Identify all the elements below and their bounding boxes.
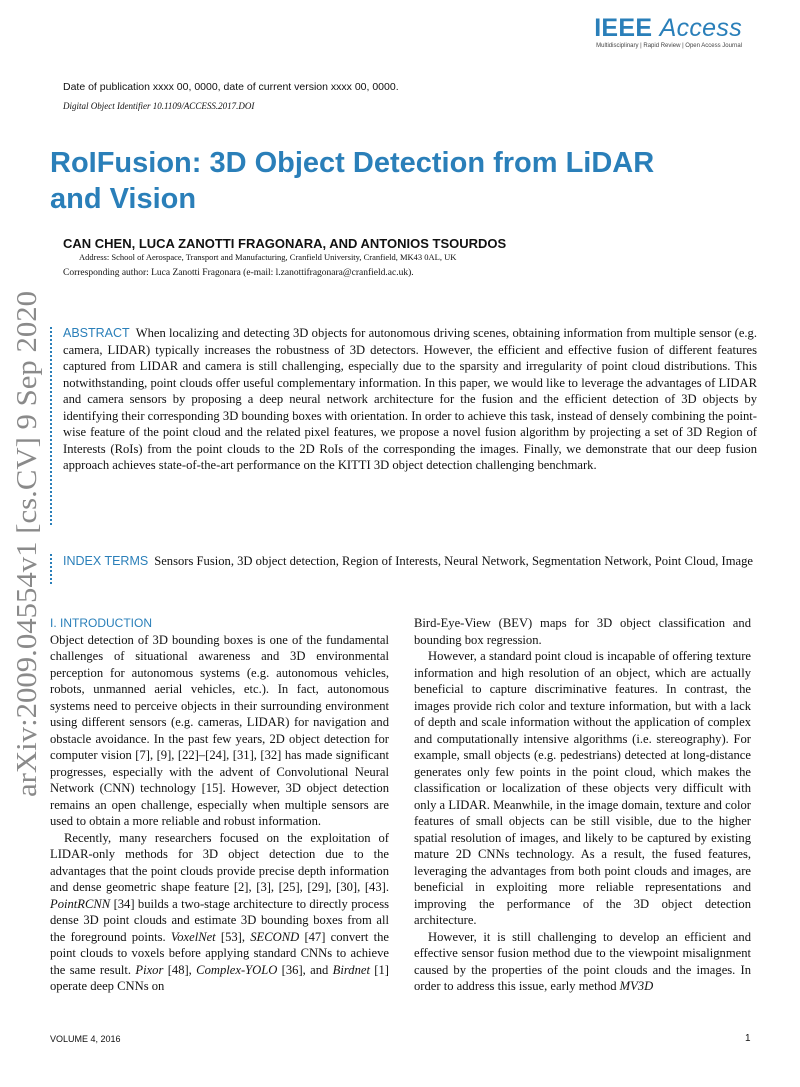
corresponding-author: Corresponding author: Luca Zanotti Fragonara (e-mail: l.zanottifragonara@cranfield.ac.uk). xyxy=(63,268,414,278)
intro-paragraph-5 xyxy=(414,929,751,995)
index-terms-label: INDEX TERMS xyxy=(63,554,149,568)
logo-tagline: Multidisciplinary | Rapid Review | Open Access Journal xyxy=(596,43,742,49)
intro-p2-text-e: [48], xyxy=(163,962,197,977)
abstract xyxy=(63,325,757,474)
intro-p2-text-g: [1] operate deep CNNs on xyxy=(50,962,389,993)
method-pointrcnn: PointRCNN xyxy=(50,896,111,911)
footer-page-number: 1 xyxy=(745,1033,751,1044)
intro-p2-text-d: [47] convert the point clouds to voxels before applying standard CNNs to achieve the same result. xyxy=(50,929,389,977)
abstract-dots xyxy=(48,327,54,527)
publication-date: Date of publication xxxx 00, 0000, date of current version xxxx 00, 0000. xyxy=(63,81,399,93)
intro-p5-text-a: However, it is still challenging to develop an efficient and effective sensor fusion method due to the viewpoint misalignment caused by the properties of the point clouds and the images. In order to address this issue, early method xyxy=(414,929,751,993)
intro-p2-text-a: Recently, many researchers focused on the exploitation of LIDAR-only methods for 3D object detection due to the advantages that the point clouds provide precise depth information and dense geometric shape feature [2], [3], [25], [29], [30], [43]. xyxy=(50,830,389,894)
index-terms-dots xyxy=(48,554,54,586)
logo-product: Access xyxy=(659,14,742,42)
intro-p2-text-f: [36], and xyxy=(277,962,333,977)
method-birdnet: Birdnet xyxy=(332,962,370,977)
abstract-text: When localizing and detecting 3D objects for autonomous driving scenes, obtaining information from multiple sensor (e.g. camera, LIDAR) typically increases the robustness of 3D detectors. However, the efficient and effective fusion of different features captured from LIDAR and camera is still challenging, especially due to the sparsity and irregularity of point cloud distributions. This notwithstanding, point clouds offer useful complementary information. In this paper, we would like to leverage the advantages of LIDAR and camera sensors by proposing a deep neural network architecture for the fusion and the efficient detection of 3D objects by identifying their corresponding 3D bounding boxes with orientation. In order to achieve this task, instead of densely combining the point-wise feature of the point cloud and the related pixel features, we propose a novel fusion algorithm by projecting a set of 3D Region of Interests (RoIs) from the point clouds to the 2D RoIs of the corresponding the images. Finally, we demonstrate that our deep fusion approach achieves state-of-the-art performance on the KITTI 3D object detection challenging benchmark. xyxy=(63,326,757,472)
index-terms xyxy=(63,553,757,570)
arxiv-stamp-svg xyxy=(8,289,44,799)
journal-logo xyxy=(594,14,742,49)
paper-title: RoIFusion: 3D Object Detection from LiDAR and Vision xyxy=(50,147,655,215)
method-voxelnet: VoxelNet xyxy=(170,929,216,944)
method-mv3d: MV3D xyxy=(619,979,654,993)
method-complex-yolo: Complex-YOLO xyxy=(196,962,278,977)
intro-paragraph-2 xyxy=(50,830,389,995)
intro-p2-text-c: [53], xyxy=(215,929,251,944)
right-column xyxy=(414,615,751,995)
method-second: SECOND xyxy=(250,929,300,944)
intro-paragraph-4: However, a standard point cloud is incapable of offering texture information and high resolution of an object, which are actually beneficial to capture discriminative features. In contrast, the images provide rich color and texture information, but with a lack of depth and scale information without the application of complex and computationally intensive algorithms (i.e. stereography). For example, small objects (e.g. pedestrians) detected at long-distance generates only few points in the point cloud, which makes the classification or localization of these objects very difficult with only a LIDAR. Meanwhile, in the image domain, texture and color features of small objects can be still visible, due to the higher spatial resolution of images, and likely to be captured by existing mature 2D CNNs technology. As a result, the fused features, leveraging the advantages from both point clouds and images, are beneficial in exploiting more reliable representations and improving the performance of the 3D object detection architecture. xyxy=(414,649,751,927)
arxiv-stamp xyxy=(8,289,44,799)
left-column xyxy=(50,615,389,995)
index-terms-text: Sensors Fusion, 3D object detection, Region of Interests, Neural Network, Segmentation Network, Point Cloud, Image xyxy=(154,554,754,568)
logo-brand: IEEE xyxy=(594,14,653,42)
address: Address: School of Aerospace, Transport and Manufacturing, Cranfield University, Cranfield, MK43 0AL, UK xyxy=(79,252,457,262)
footer-volume: VOLUME 4, 2016 xyxy=(50,1034,121,1044)
arxiv-stamp-text: arXiv:2009.04554v1 [cs.CV] 9 Sep 2020 xyxy=(12,336,43,797)
intro-paragraph-3: Bird-Eye-View (BEV) maps for 3D object classification and bounding box regression. xyxy=(414,616,751,647)
intro-paragraph-1: Object detection of 3D bounding boxes is one of the fundamental challenges of situational awareness and 3D environmental perception for autonomous systems (e.g. autonomous vehicles, robots, unmanned aerial vehicles, etc.). In fact, autonomous systems need to perceive objects in their surrounding environment using different sensors (e.g. cameras, LIDAR) for navigation and obstacle avoidance. In the past few years, 2D object detection for computer vision [7], [9], [22]–[24], [31], [32] has made significant progresses, especially with the advent of Convolutional Neural Network (CNN) technology [15]. However, 3D object detection remains an open challenge, especially when multiple sensors are used to obtain a more reliable and robust information. xyxy=(50,632,389,828)
authors: CAN CHEN, LUCA ZANOTTI FRAGONARA, AND ANTONIOS TSOURDOS xyxy=(63,236,507,251)
doi: Digital Object Identifier 10.1109/ACCESS.2017.DOI xyxy=(63,101,255,111)
section-heading-introduction: I. INTRODUCTION xyxy=(50,616,152,630)
intro-p2-text-b: [34] builds a two-stage architecture to directly process dense 3D point clouds and estimate 3D bounding boxes from all the foreground points. xyxy=(50,896,389,944)
abstract-label: ABSTRACT xyxy=(63,326,130,340)
method-pixor: Pixor xyxy=(135,962,164,977)
